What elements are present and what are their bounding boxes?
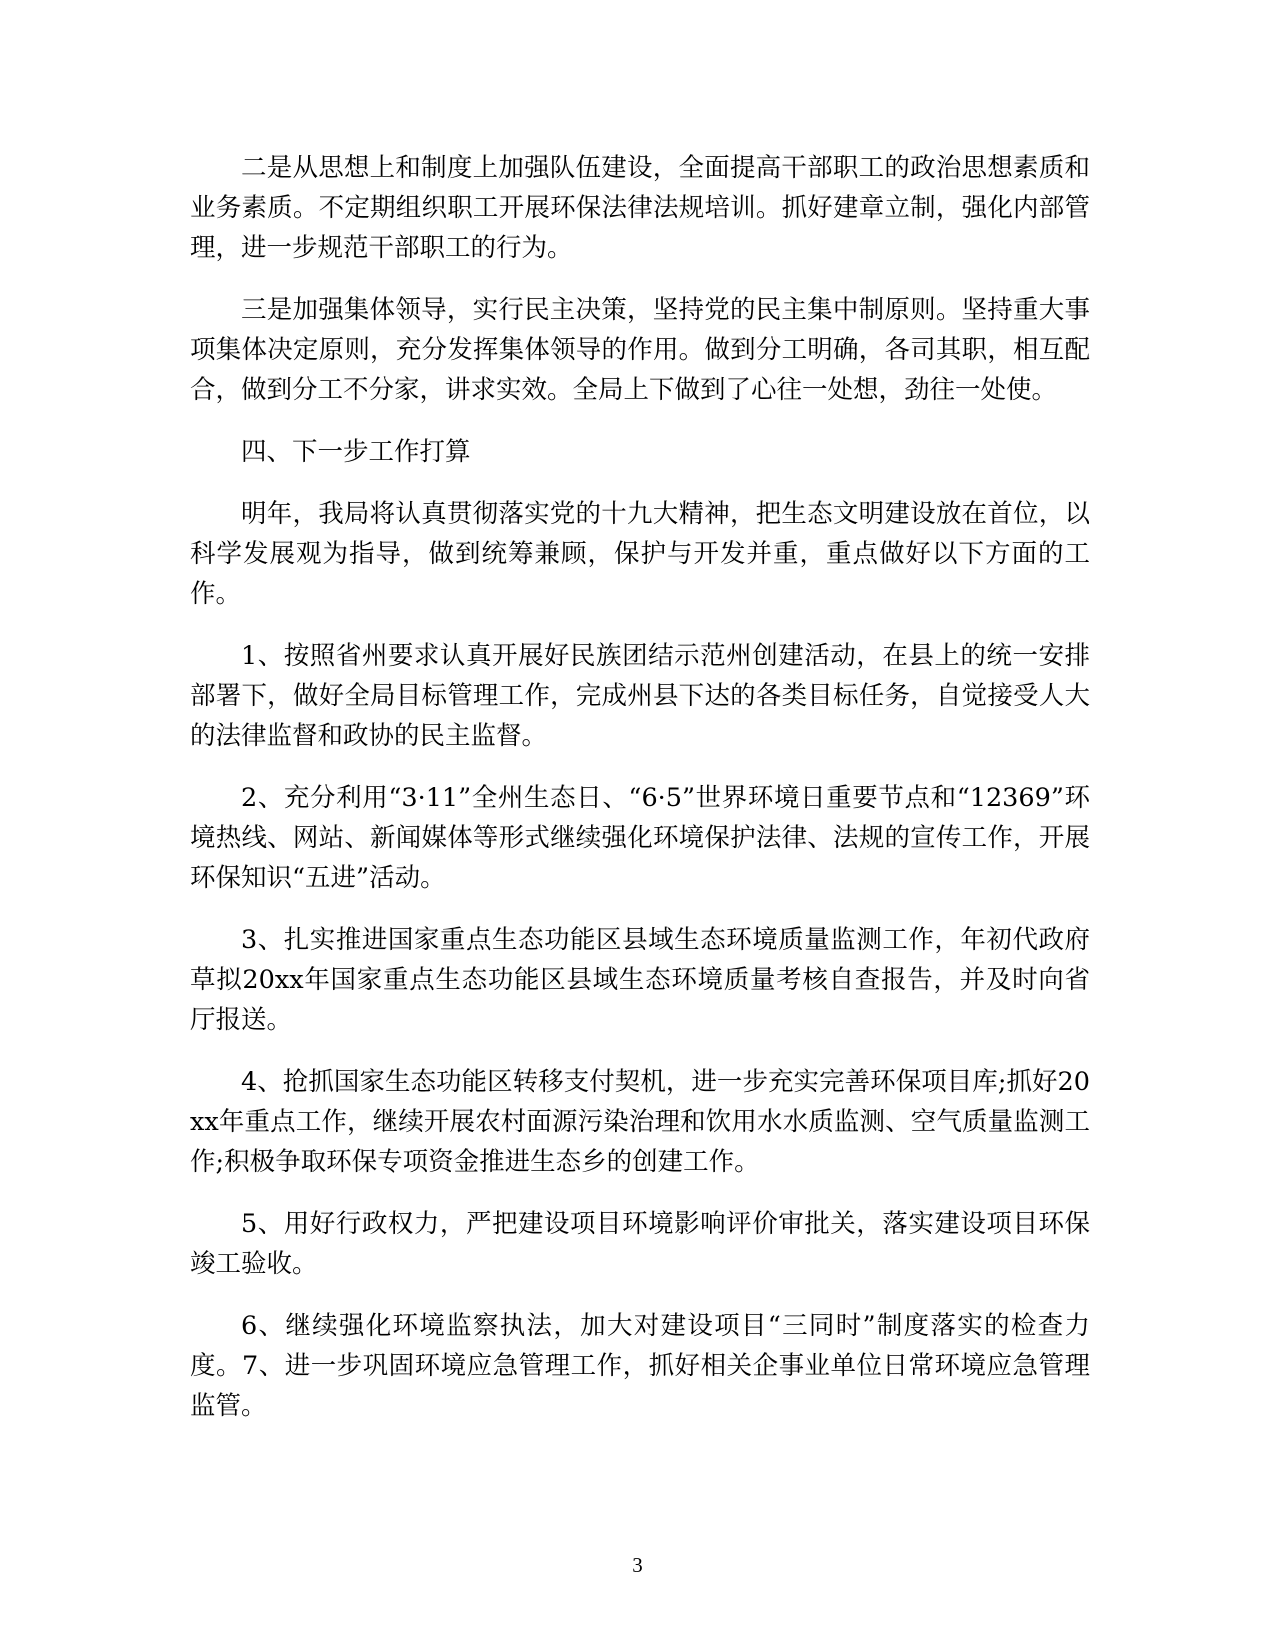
- list-item-6-7: 6、继续强化环境监察执法，加大对建设项目“三同时”制度落实的检查力度。7、进一步巩固环境应急管理工作，抓好相关企事业单位日常环境应急管理监管。: [190, 1311, 1090, 1421]
- document-body: [190, 148, 1090, 1448]
- paragraph-collective-leadership: 三是加强集体领导，实行民主决策，坚持党的民主集中制原则。坚持重大事项集体决定原则，充分发挥集体领导的作用。做到分工明确，各司其职，相互配合，做到分工不分家，讲求实效。全局上下做到了心往一处想，劲往一处使。: [190, 295, 1090, 405]
- list-item-4: 4、抢抓国家生态功能区转移支付契机，进一步充实完善环保项目库;抓好20xx年重点工作，继续开展农村面源污染治理和饮用水水质监测、空气质量监测工作;积极争取环保专项资金推进生态乡的创建工作。: [190, 1067, 1090, 1177]
- paragraph-next-year-plan: 明年，我局将认真贯彻落实党的十九大精神，把生态文明建设放在首位，以科学发展观为指导，做到统筹兼顾，保护与开发并重，重点做好以下方面的工作。: [190, 499, 1090, 609]
- list-item-2: 2、充分利用“3·11”全州生态日、“6·5”世界环境日重要节点和“12369”环境热线、网站、新闻媒体等形式继续强化环境保护法律、法规的宣传工作，开展环保知识“五进”活动。: [190, 783, 1090, 893]
- list-item-3: 3、扎实推进国家重点生态功能区县域生态环境质量监测工作，年初代政府草拟20xx年国家重点生态功能区县域生态环境质量考核自查报告，并及时向省厅报送。: [190, 925, 1090, 1035]
- list-item-1: 1、按照省州要求认真开展好民族团结示范州创建活动，在县上的统一安排部署下，做好全局目标管理工作，完成州县下达的各类目标任务，自觉接受人大的法律监督和政协的民主监督。: [190, 641, 1090, 751]
- page-number: 3: [632, 1553, 643, 1577]
- paragraph-team-building: 二是从思想上和制度上加强队伍建设，全面提高干部职工的政治思想素质和业务素质。不定期组织职工开展环保法律法规培训。抓好建章立制，强化内部管理，进一步规范干部职工的行为。: [190, 153, 1090, 263]
- list-item-5: 5、用好行政权力，严把建设项目环境影响评价审批关，落实建设项目环保竣工验收。: [190, 1209, 1090, 1279]
- section-heading-next-steps: 四、下一步工作打算: [241, 437, 471, 467]
